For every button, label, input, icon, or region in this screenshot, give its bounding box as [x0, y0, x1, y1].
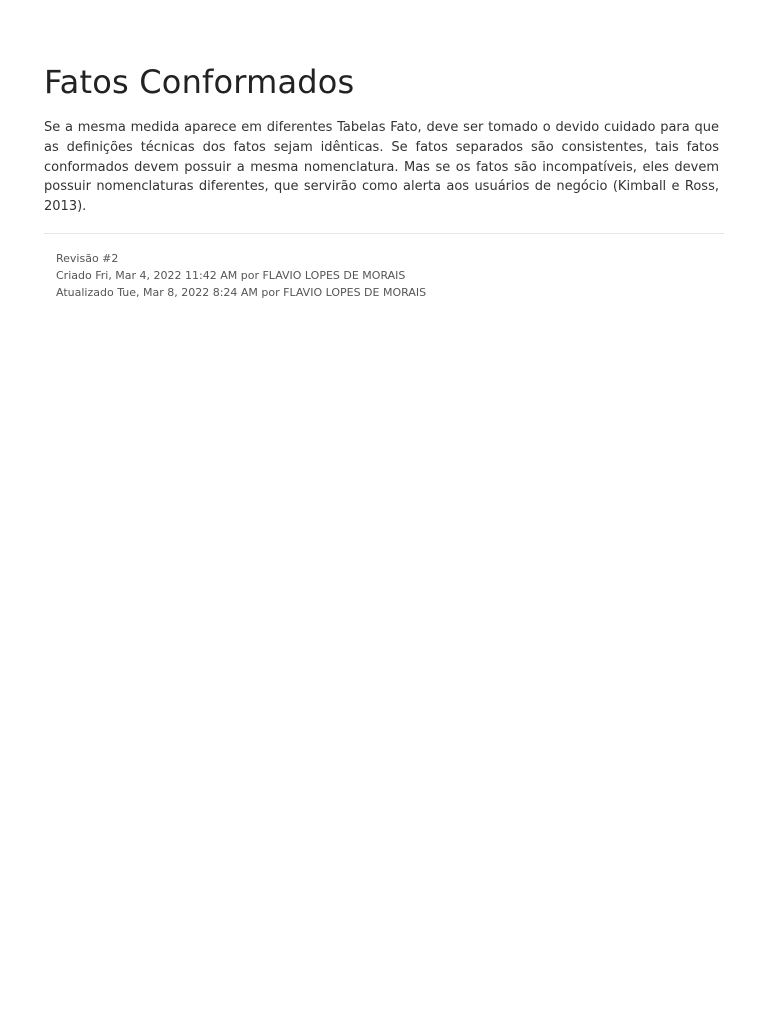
page-title: Fatos Conformados — [44, 63, 355, 101]
revision-number: Revisão #2 — [56, 251, 119, 265]
divider — [44, 233, 724, 234]
created-info: Criado Fri, Mar 4, 2022 11:42 AM por FLAVIO LOPES DE MORAIS — [56, 268, 406, 282]
article-body: Se a mesma medida aparece em diferentes Tabelas Fato, deve ser tomado o devido cuidado para que as definições técnicas dos fatos sejam idênticas. Se fatos separados são consistentes, tais fatos conformados devem possuir a mesma nomenclatura. Mas se os fatos são incompatíveis, eles devem possuir nomenclaturas diferentes, que servirão como alerta aos usuários de negócio (Kimball e Ross, 2013). — [44, 120, 719, 215]
updated-info: Atualizado Tue, Mar 8, 2022 8:24 AM por FLAVIO LOPES DE MORAIS — [56, 285, 427, 299]
revision-metadata — [56, 250, 724, 301]
